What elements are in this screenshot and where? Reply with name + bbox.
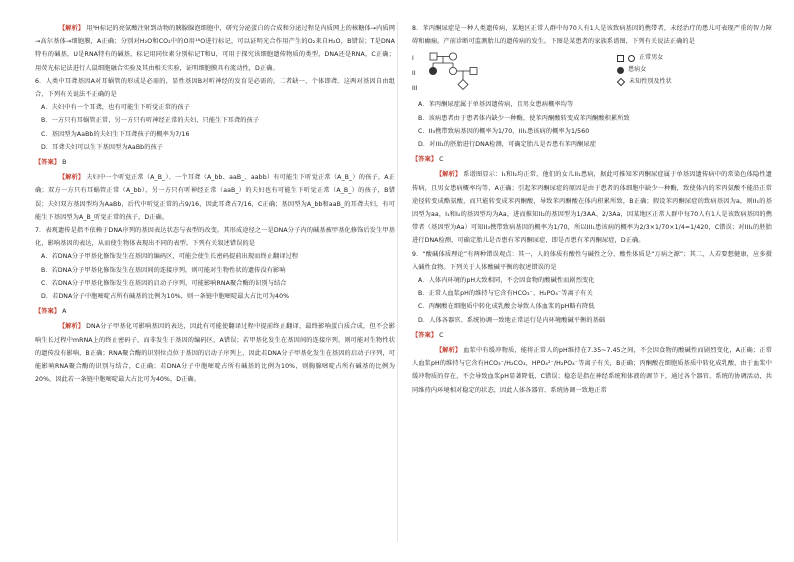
pedigree-legend (617, 52, 672, 88)
pedigree-I1-male (430, 53, 437, 60)
section-tag: 【解析】 (436, 347, 462, 355)
left-column (35, 22, 395, 386)
section-tag: 【解析】 (59, 174, 85, 182)
option-6a: A．夫妇中有一个耳聋，也有可能生下听觉正常的孩子 (41, 104, 190, 112)
option-8a: A．苯丙酮尿症属于单基因遗传病，且男女患病概率均等 (418, 101, 574, 109)
section-tag: 【答案】 (35, 308, 61, 316)
generation-label-3: III (412, 85, 418, 93)
section-tag: 【答案】 (412, 331, 438, 339)
generation-label-1: I (412, 55, 414, 63)
column-divider (397, 22, 398, 542)
pedigree-I2-female (449, 53, 456, 60)
square-icon (617, 55, 624, 62)
explanation-9: 【解析】 血浆中有缓冲物质，能将正常人的pH维持在7.35~7.45之间，不会因食物的酸碱性而剧烈变化，A正确；正常人血浆pH的维持与它含有HCO₃⁻/H₂CO₃、HPO₄²⁻/H₂PO₄⁻等离子有关，B正确；丙酮酸在细胞质基质中转化成乳酸，由于血浆中缓冲物质的存在，不会导致血浆pH显著降低，C错误；稳态是指在神经系统和体液的调节下，通过各个器官、系统的协调活动，共同维持内环境相对稳定的状态，因此人体各器官、系统协调一致地正常 (412, 344, 772, 397)
pedigree-II1-affected-female (429, 68, 436, 75)
pedigree-II3-male (470, 68, 477, 75)
section-tag: 【解析】 (436, 171, 462, 179)
legend-unknown-label: 未知性别及性状 (629, 78, 672, 86)
option-7b: B．若DNA分子甲基化修饰发生在基因间的连接序列，则可能对生物性状的遗传没有影响 (41, 266, 286, 274)
explanation-5: 【解析】 用³H标记的亮氨酸注射到动物的胰腺腺泡细胞中，研究分泌蛋白的合成和分泌过程是内质网上的核糖体→内质网→高尔基体→细胞膜，A正确；分别对H₂O和CO₂中的O用¹⁸O进行标记，可以证明光合作用产生的O₂来自H₂O，B错误；T是DNA特有的碱基，U是RNA特有的碱基，标记用同位素分别标记T和U，可用于探究该细胞遗传物质的类型，DNA还是RNA，C正确；用荧光标记法进行人鼠细胞融合实验及其由相关实验，证明细胞膜具有流动性，D正确。 (35, 22, 395, 75)
legend-normal (617, 52, 672, 64)
option-9b: B．正常人血浆pH的维持与它含有HCO₃⁻、H₂PO₄⁻等离子有关 (418, 290, 593, 298)
option-9a: A．人体内环境的pH大致相同，不会因食物的酸碱性而剧烈变化 (418, 277, 595, 285)
section-tag: 【答案】 (35, 159, 61, 167)
explanation-7: 【解析】 DNA分子甲基化可影响基因的表达，因此有可能使翻译过程中提前终止翻译，最终影响蛋白质合成，但不会影响生长过程中mRNA上的终止密码子，而非发生于基因的编码区，A错误；若甲基化发生在基因间的连接序列，则可能对生物性状的遗传没有影响，B正确；RNA聚合酶的识别位点位于基因的启动子序列上，因此若DNA分子甲基化发生在基因的启动子序列，可能影响RNA聚合酶的识别与结合，C正确；若DNA分子中胞嘧啶占所有碱基的比例为10%，则胸腺嘧啶占所有碱基的比例为20%，因此若一条链中胞嘧啶最大占比可为40%，D正确。 (35, 320, 395, 386)
explanation-6: 【解析】 夫妇中一个听觉正常（A_B_）、一个耳聋（A_bb、aaB_、aabb）有可能生下听觉正常（A_B_）的孩子，A正确；双方一方只有耳蜗管正常（A_bb），另一方只有听神经正常（aaB_）的夫妇也有可能生下听觉正常（A_B_）的孩子，B错误；夫妇双方基因型均为AaBb，后代中听觉正常的占9/16，因此耳聋占7/16，C正确；基因型为A_bb和aaB_的耳聋夫妇，有可能生下基因型为A_B_听觉正常的孩子，D正确。 (35, 171, 395, 224)
diamond-icon (617, 78, 625, 86)
answer-6: 【答案】 B (35, 156, 395, 169)
section-tag: 【解析】 (59, 25, 85, 32)
legend-unknown (617, 76, 672, 88)
answer-7: 【答案】 A (35, 305, 395, 318)
legend-affected (617, 64, 672, 76)
option-6d: D．耳聋夫妇可以生下基因型为AaBb的孩子 (41, 143, 164, 151)
answer-8: 【答案】 C (412, 153, 772, 166)
legend-affected-label: 患病女 (628, 66, 647, 74)
circle-icon (628, 55, 635, 62)
generation-label-2: II (412, 70, 416, 78)
pedigree-diagram (422, 50, 542, 96)
option-7d: D．若DNA分子中胞嘧啶占所有碱基的比例为10%，则一条链中胞嘧啶最大占比可为40% (41, 293, 290, 301)
explanation-8: 【解析】 系谱图显示：I₁和I₂均正常，他们的女儿II₁患病，据此可推知苯丙酮尿症属于单基因遗传病中的常染色体隐性遗传病，且男女患病概率均等，A正确；引起苯丙酮尿症的原因是由于患者的体细胞中缺少一种酶，致使体内的苯丙氨酸不能沿正常途径转变成酪氨酸，而只能转变成苯丙酮酸，导致苯丙酮酸在体内积累所致，B正确；假设苯丙酮尿症的致病基因为a，则II₁的基因型为aa，I₁和I₂的基因型均为Aa，进而推知II₂的基因型为1/3AA、2/3Aa，因某地区正常人群中每70人有1人是该致病基因的携带者（基因型为Aa）可知II₃携带致病基因的概率为1/70，所以III₁患该病的概率为2/3×1/70×1/4=1/420，C错误；对III₁的胚胎进行DNA检测，可确定胎儿是否患有苯丙酮尿症，即是否患有苯丙酮尿症，D正确。 (412, 168, 772, 247)
option-9d: D．人体各器官、系统协调一致地正常运行是内环境酸碱平衡的基础 (418, 316, 606, 324)
legend-normal-label: 正常男女 (639, 54, 664, 62)
answer-9: 【答案】 C (412, 329, 772, 342)
right-column (412, 22, 772, 397)
question-6: 6．人类中耳聋基因A对耳蜗管的形成是必需的，显性基因B对听神经的发育是必需的，二者缺一，个体即聋。这两对基因自由组合，下列有关说法不正确的是 (35, 77, 395, 99)
option-7c: C．若DNA分子甲基化修饰发生在基因的启动子序列，可能影响RNA聚合酶的识别与结合 (41, 279, 287, 287)
pedigree-III1-unknown (458, 80, 468, 90)
question-8: 8．苯丙酮尿症是一种人类遗传病，某地区正常人群中每70人有1人是该致病基因的携带者，未经治疗的患儿可表现严重的智力障碍和癫痫。产前诊断可监测胎儿的遗传病的发生。下图是某患者的家族系谱图，下列有关说法正确的是 (412, 25, 772, 46)
option-6b: B．一方只有耳蜗管正常，另一方只有听神经正常的夫妇，只能生下耳聋的孩子 (41, 117, 260, 125)
filled-circle-icon (617, 67, 624, 74)
option-8c: C．II₃携带致病基因的概率为1/70，III₁患该病的概率为1/560 (418, 127, 590, 135)
question-9: 9．“酸碱体质理论”有两种错误观点：其一，人的体质有酸性与碱性之分，酸性体质是“万病之源”；其二，人若要想健康，应多摄入碱性食物。下列关于人体酸碱平衡的叙述错误的是 (412, 250, 772, 271)
section-tag: 【答案】 (412, 156, 438, 164)
option-8b: B．该病患者由于患者体内缺少一种酶，使苯丙酮酸转变成苯丙酮酸积累所致 (418, 114, 630, 122)
pedigree-chart (412, 50, 772, 96)
option-9c: C．丙酮酸在细胞质中转化成乳酸会导致人体血浆的pH略有降低 (418, 303, 595, 311)
question-7: 7．表观遗传是指不依赖于DNA序列的基因表达状态与表型的改变。其形成途径之一是DNA分子内的碱基被甲基化修饰后发生甲基化，影响基因的表达，从而使生物体表现出不同的表型。下列有关叙述错误的是 (35, 227, 395, 248)
pedigree-II2-female (449, 68, 456, 75)
section-tag: 【解析】 (59, 323, 85, 331)
option-6c: C．基因型为AaBb的夫妇生下耳聋孩子的概率为7/16 (41, 130, 190, 138)
option-7a: A．若DNA分子甲基化修饰发生在基因的编码区，可能会使生长密码提前出现而终止翻译过程 (41, 253, 299, 261)
option-8d: D．对III₁的胚胎进行DNA检测，可确定胎儿是否患有苯丙酮尿症 (418, 141, 597, 149)
